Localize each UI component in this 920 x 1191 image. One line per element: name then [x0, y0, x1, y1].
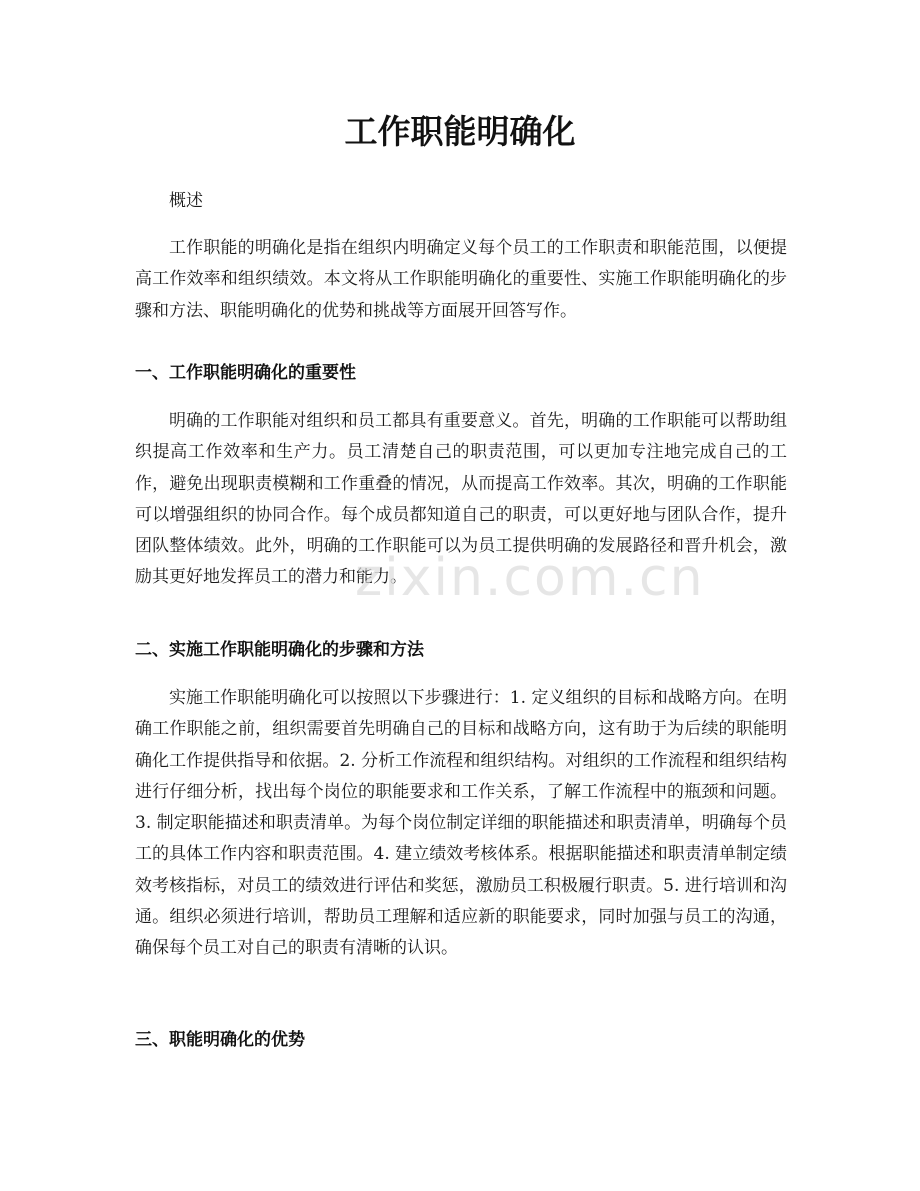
document-title: 工作职能明确化 [344, 112, 576, 151]
section-heading-advantages: 三、职能明确化的优势 [135, 1030, 305, 1050]
overview-label: 概述 [169, 191, 203, 211]
section-body-steps: 实施工作职能明确化可以按照以下步骤进行：1. 定义组织的目标和战略方向。在明确工作职能之前，组织需要首先明确自己的目标和战略方向，这有助于为后续的职能明确化工作提供指导和依据。2. 分析工作流程和组织结构。对组织的工作流程和组织结构进行仔细分析，找出每个岗位的职能要求和工作关系，了解工作流程中的瓶颈和问题。3. 制定职能描述和职责清单。为每个岗位制定详细的职能描述和职责清单，明确每个员工的具体工作内容和职责范围。4. 建立绩效考核体系。根据职能描述和职责清单制定绩效考核指标，对员工的绩效进行评估和奖惩，激励员工积极履行职责。5. 进行培训和沟通。组织必须进行培训，帮助员工理解和适应新的职能要求，同时加强与员工的沟通，确保每个员工对自己的职责有清晰的认识。 [135, 688, 787, 959]
section-heading-importance: 一、工作职能明确化的重要性 [135, 363, 356, 383]
section-body-importance: 明确的工作职能对组织和员工都具有重要意义。首先，明确的工作职能可以帮助组织提高工作效率和生产力。员工清楚自己的职责范围，可以更加专注地完成自己的工作，避免出现职责模糊和工作重叠的情况，从而提高工作效率。其次，明确的工作职能可以增强组织的协同合作。每个成员都知道自己的职责，可以更好地与团队合作，提升团队整体绩效。此外，明确的工作职能可以为员工提供明确的发展路径和晋升机会，激励其更好地发挥员工的潜力和能力。 [135, 411, 787, 588]
intro-paragraph: 工作职能的明确化是指在组织内明确定义每个员工的工作职责和职能范围，以便提高工作效率和组织绩效。本文将从工作职能明确化的重要性、实施工作职能明确化的步骤和方法、职能明确化的优势和挑战等方面展开回答写作。 [135, 238, 787, 321]
watermark: zixin.com.cn [355, 548, 705, 608]
section-heading-steps: 二、实施工作职能明确化的步骤和方法 [135, 640, 424, 660]
